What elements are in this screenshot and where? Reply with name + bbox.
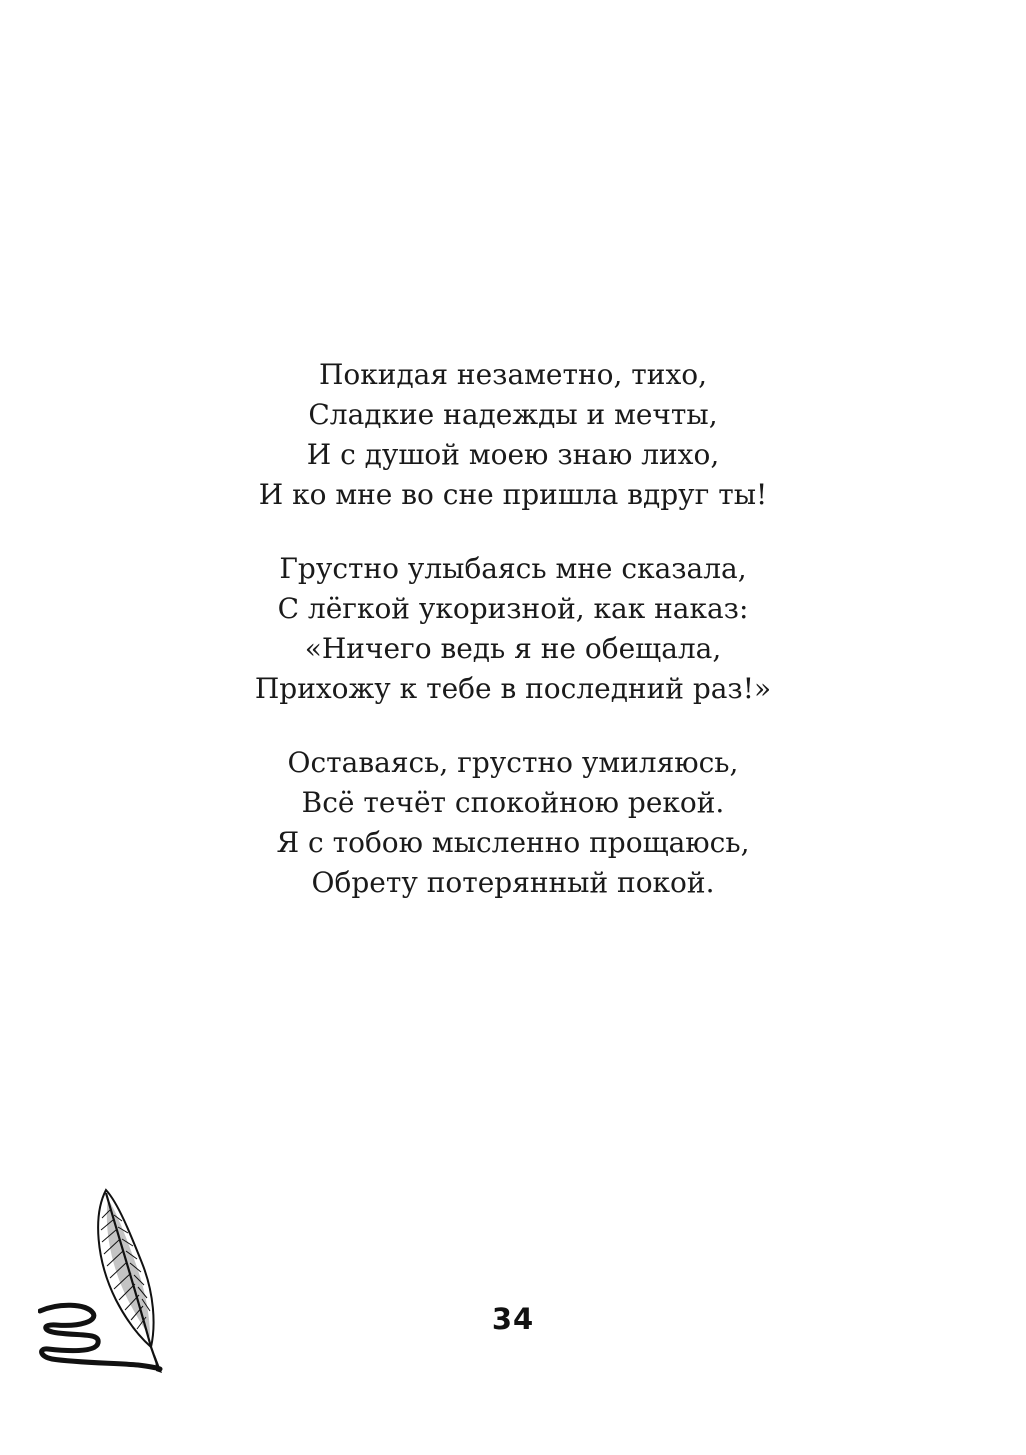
stanza-3 [0, 743, 1026, 903]
poem-line: И ко мне во сне пришла вдруг ты! [258, 478, 768, 511]
poem-line: Сладкие надежды и мечты, [308, 398, 718, 431]
poem-line: Я с тобою мысленно прощаюсь, [276, 826, 750, 859]
page-number: 34 [491, 1302, 535, 1336]
stanza-2 [0, 549, 1026, 709]
poem-line: Покидая незаметно, тихо, [319, 358, 707, 391]
stanza-1 [0, 355, 1026, 515]
poem-line: Прихожу к тебе в последний раз!» [254, 672, 772, 705]
quill-feather-icon [38, 1185, 168, 1380]
poem-line: С лёгкой укоризной, как наказ: [277, 592, 749, 625]
poem-line: Обрету потерянный покой. [311, 866, 715, 899]
poem [0, 355, 1026, 937]
poem-line: Всё течёт спокойною рекой. [301, 786, 725, 819]
poem-line: И с душой моею знаю лихо, [306, 438, 720, 471]
poem-line: «Ничего ведь я не обещала, [304, 632, 722, 665]
poem-line: Оставаясь, грустно умиляюсь, [287, 746, 739, 779]
poem-line: Грустно улыбаясь мне сказала, [279, 552, 747, 585]
